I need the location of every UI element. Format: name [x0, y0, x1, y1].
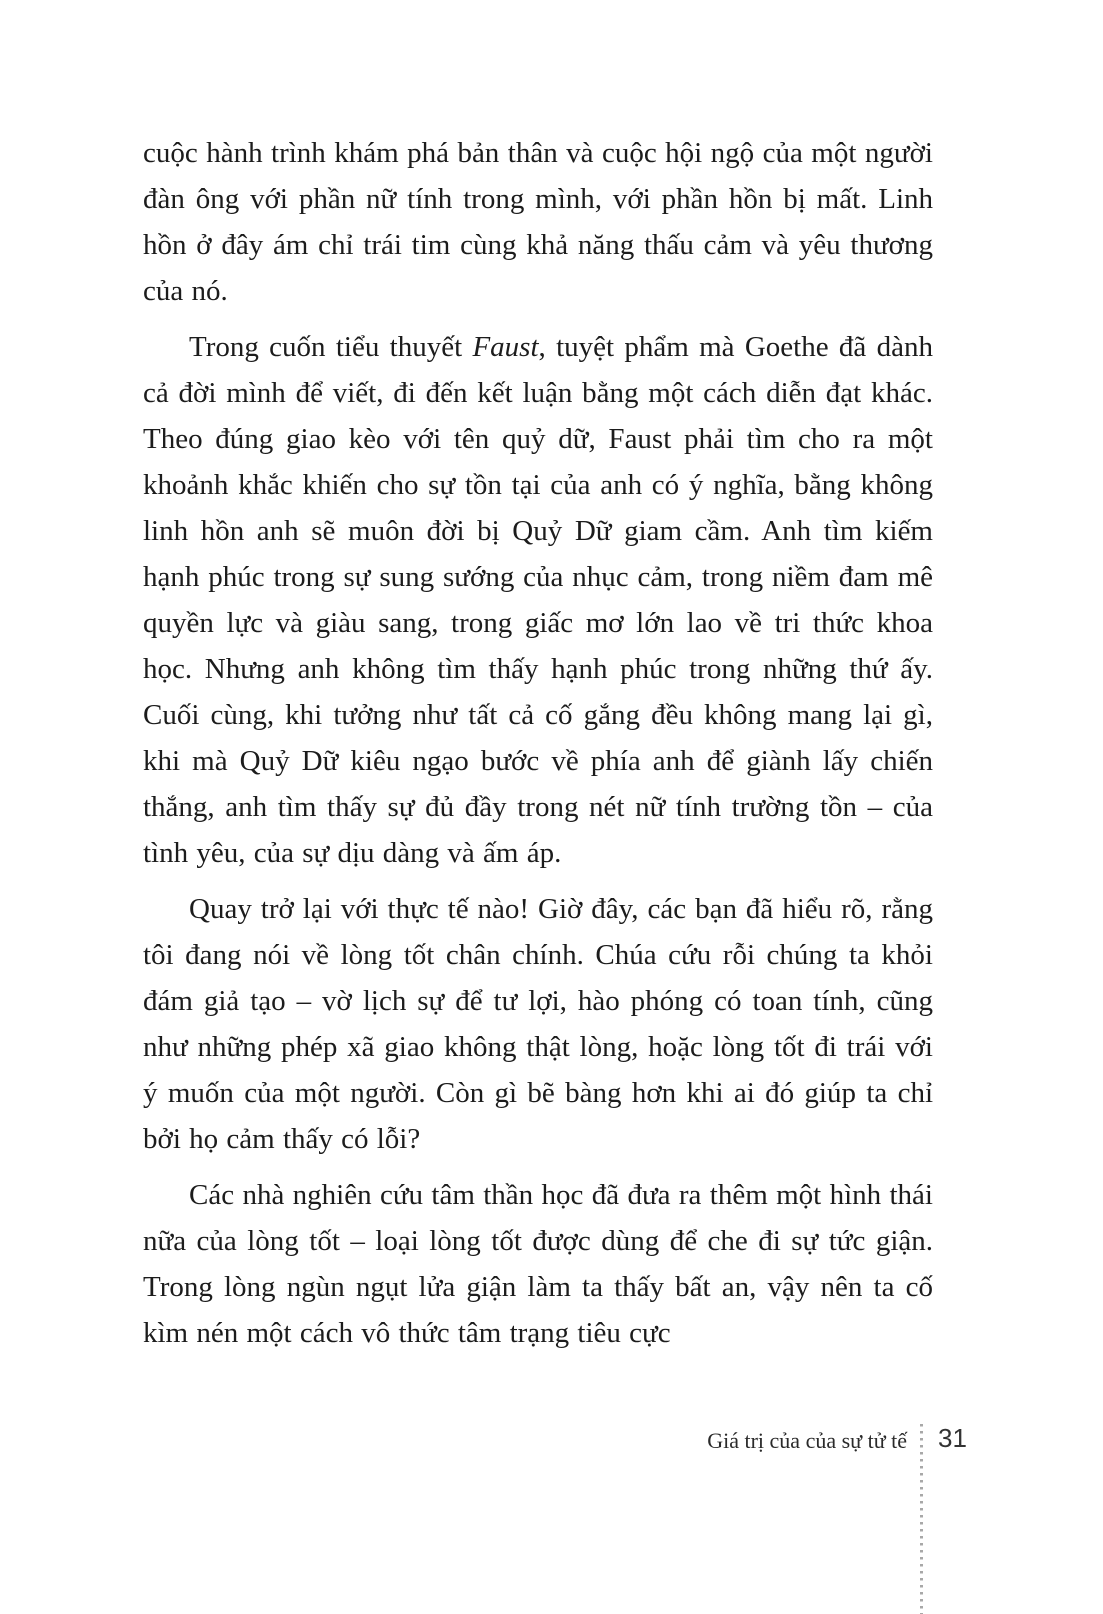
italic-text-run: Faust [472, 331, 539, 363]
text-run: Các nhà nghiên cứu tâm thần học đã đưa ra thêm một hình thái nữa của lòng tốt – loại lòng tốt được dùng để che đi sự tức giận. Trong lòng ngùn ngụt lửa giận làm ta thấy bất an, vậy nên ta cố kìm nén một cách vô thức tâm trạng tiêu cực [143, 1179, 933, 1349]
text-block [143, 130, 933, 1366]
dotted-rule [920, 1424, 923, 1614]
paragraph [143, 130, 933, 314]
text-run: , tuyệt phẩm mà Goethe đã dành cả đời mình để viết, đi đến kết luận bằng một cách diễn đạt khác. Theo đúng giao kèo với tên quỷ dữ, Faust phải tìm cho ra một khoảnh khắc khiến cho sự tồn tại của anh có ý nghĩa, bằng không linh hồn anh sẽ muôn đời bị Quỷ Dữ giam cầm. Anh tìm kiếm hạnh phúc trong sự sung sướng của nhục cảm, trong niềm đam mê quyền lực và giàu sang, trong giấc mơ lớn lao về tri thức khoa học. Nhưng anh không tìm thấy hạnh phúc trong những thứ ấy. Cuối cùng, khi tưởng như tất cả cố gắng đều không mang lại gì, khi mà Quỷ Dữ kiêu ngạo bước về phía anh để giành lấy chiến thắng, anh tìm thấy sự đủ đầy trong nét nữ tính trường tồn – của tình yêu, của sự dịu dàng và ấm áp. [143, 331, 933, 869]
text-run: Trong cuốn tiểu thuyết [189, 331, 473, 363]
paragraph [143, 1172, 933, 1356]
paragraph [143, 324, 933, 876]
paragraph [143, 886, 933, 1162]
page-number: 31 [938, 1423, 967, 1453]
text-run: cuộc hành trình khám phá bản thân và cuộc hội ngộ của một người đàn ông với phần nữ tính trong mình, với phần hồn bị mất. Linh hồn ở đây ám chỉ trái tim cùng khả năng thấu cảm và yêu thương của nó. [143, 137, 933, 307]
text-run: Quay trở lại với thực tế nào! Giờ đây, các bạn đã hiểu rõ, rằng tôi đang nói về lòng tốt chân chính. Chúa cứu rỗi chúng ta khỏi đám giả tạo – vờ lịch sự để tư lợi, hào phóng có toan tính, cũng như những phép xã giao không thật lòng, hoặc lòng tốt đi trái với ý muốn của một người. Còn gì bẽ bàng hơn khi ai đó giúp ta chỉ bởi họ cảm thấy có lỗi? [143, 893, 933, 1155]
running-title: Giá trị của của sự tử tế [707, 1428, 907, 1453]
page-footer [0, 1420, 1103, 1614]
